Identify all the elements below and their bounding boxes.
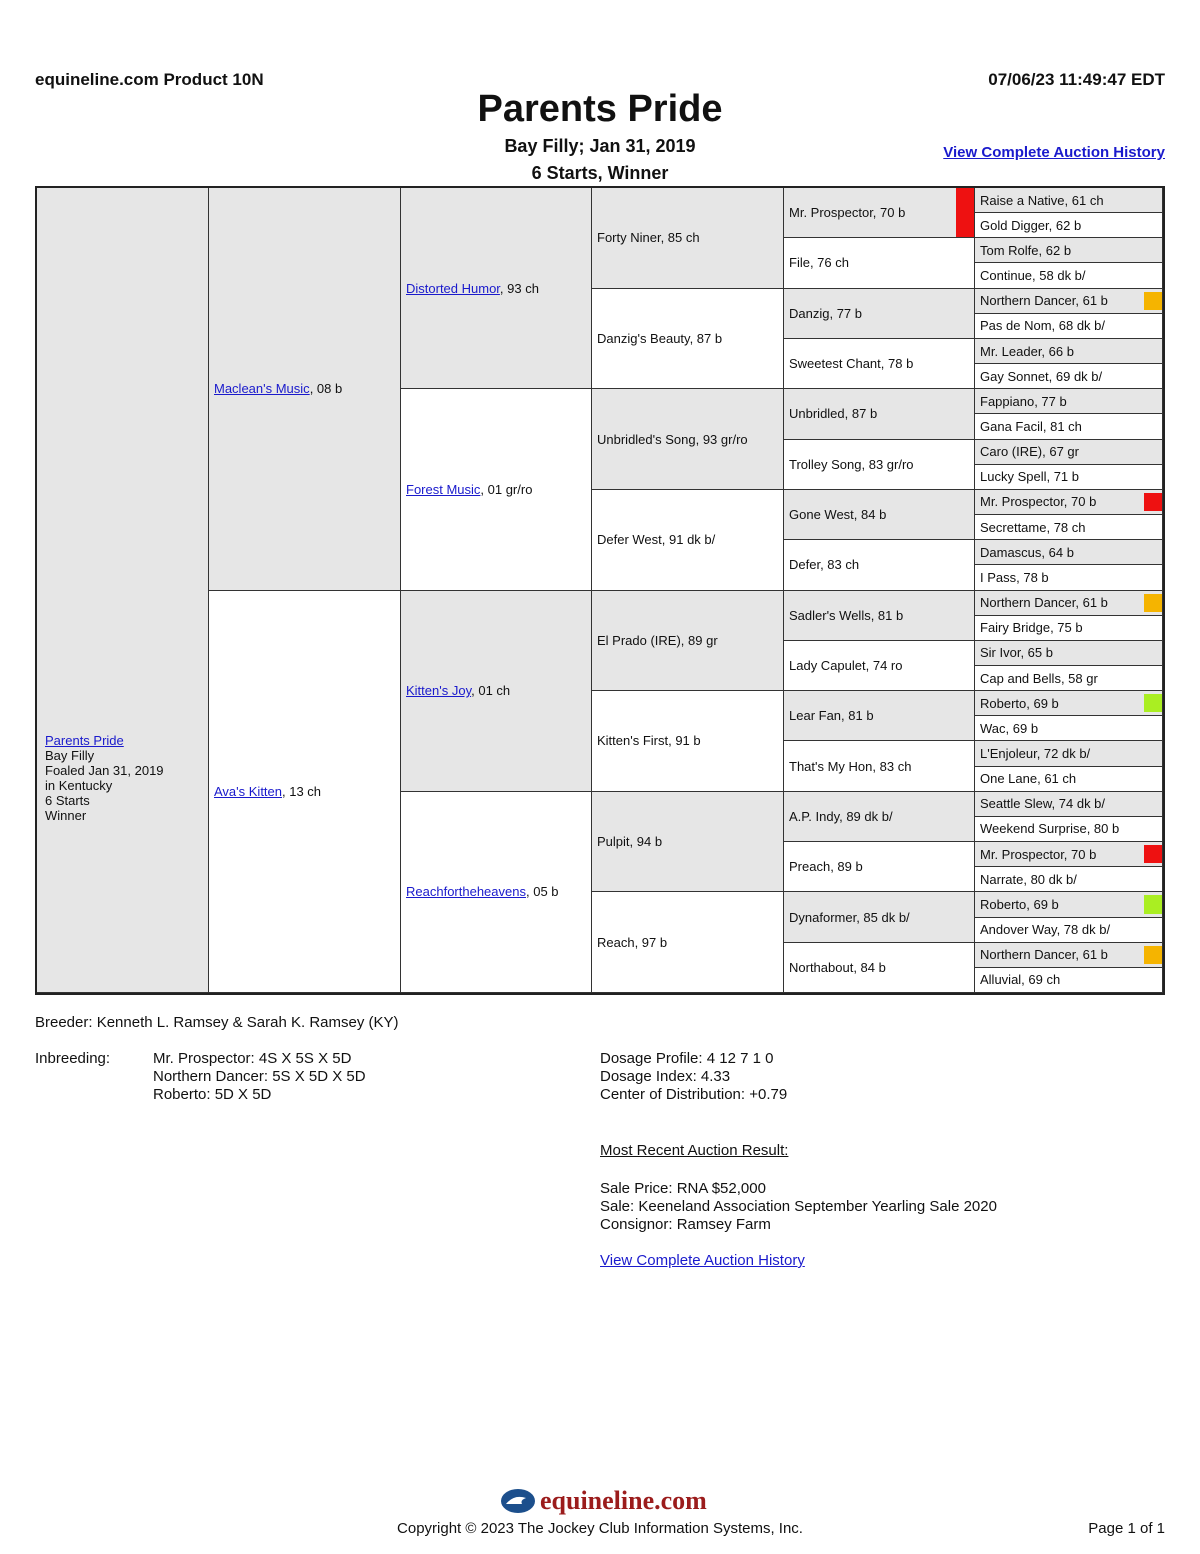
inbreeding-line: Mr. Prospector: 4S X 5S X 5D [153,1050,352,1067]
ancestor-name: Damascus, 64 b [980,544,1074,560]
ancestor-name: Sadler's Wells, 81 b [789,607,904,623]
gen6-ancestor-cell [975,490,1163,515]
ancestor-name: Kitten's First, 91 b [597,733,701,749]
ancestor-name: Defer West, 91 dk b/ [597,532,716,548]
auction-history-link-top[interactable]: View Complete Auction History [943,144,1165,161]
gen5-ancestor-cell [784,188,975,238]
gen5-ancestor-cell [784,943,975,993]
gen4-ancestor-cell [592,691,784,792]
gen5-ancestor-cell [784,490,975,540]
ancestor-name: Raise a Native, 61 ch [980,192,1104,208]
ancestor-info: , 01 gr/ro [480,481,533,497]
dosage-block [600,1050,787,1104]
ancestor-name: Mr. Prospector, 70 b [980,846,1097,862]
ancestor-link[interactable]: Ava's Kitten [214,783,283,799]
inbreeding-marker-green [1144,895,1162,913]
ancestor-name: File, 76 ch [789,255,849,271]
ancestor-link[interactable]: Forest Music [406,481,481,497]
inbreeding-marker-orange [1144,594,1162,612]
subject-detail: 6 Starts [45,792,90,808]
gen6-ancestor-cell [975,289,1163,314]
consignor: Consignor: Ramsey Farm [600,1216,771,1233]
ancestor-name: Roberto, 69 b [980,896,1059,912]
gen6-ancestor-cell [975,716,1163,741]
logo-icon [500,1488,536,1514]
ancestor-name: L'Enjoleur, 72 dk b/ [980,746,1091,762]
ancestor-name: Unbridled's Song, 93 gr/ro [597,431,748,447]
gen5-ancestor-cell [784,641,975,691]
timestamp: 07/06/23 11:49:47 EDT [988,70,1165,89]
ancestor-name: Seattle Slew, 74 dk b/ [980,796,1106,812]
ancestor-name: Northabout, 84 b [789,959,886,975]
gen2-ancestor-cell [209,591,401,994]
gen6-ancestor-cell [975,767,1163,792]
subject-cell [37,188,209,993]
ancestor-label [214,784,321,799]
gen6-ancestor-cell [975,565,1163,590]
inbreeding-line: Roberto: 5D X 5D [153,1086,272,1103]
center-of-distribution: Center of Distribution: +0.79 [600,1086,788,1103]
gen4-ancestor-cell [592,792,784,893]
subject-detail: in Kentucky [45,777,113,793]
ancestor-name: Weekend Surprise, 80 b [980,821,1120,837]
gen6-ancestor-cell [975,691,1163,716]
ancestor-name: Sir Ivor, 65 b [980,645,1053,661]
product-label: equineline.com Product 10N [35,70,264,89]
auction-block [600,1180,997,1234]
inbreeding-list [153,1050,366,1104]
breeder: Breeder: Kenneth L. Ramsey & Sarah K. Ramsey (KY) [35,1014,399,1031]
ancestor-label [214,381,342,396]
gen6-ancestor-cell [975,263,1163,288]
subject-detail: Winner [45,807,87,823]
gen6-ancestor-cell [975,666,1163,691]
inbreeding-marker-orange [1144,946,1162,964]
ancestor-info: , 08 b [309,381,343,397]
gen6-ancestor-cell [975,641,1163,666]
gen6-ancestor-cell [975,817,1163,842]
ancestor-name: Mr. Prospector, 70 b [789,205,906,221]
ancestor-name: Reach, 97 b [597,934,668,950]
gen6-ancestor-cell [975,892,1163,917]
gen5-ancestor-cell [784,540,975,590]
ancestor-name: Fairy Bridge, 75 b [980,620,1083,636]
gen6-ancestor-cell [975,792,1163,817]
gen6-ancestor-cell [975,440,1163,465]
gen6-ancestor-cell [975,842,1163,867]
gen6-ancestor-cell [975,540,1163,565]
ancestor-name: Danzig's Beauty, 87 b [597,330,723,346]
ancestor-link[interactable]: Maclean's Music [214,381,310,397]
gen6-ancestor-cell [975,414,1163,439]
gen6-ancestor-cell [975,213,1163,238]
ancestor-name: Pulpit, 94 b [597,834,663,850]
gen5-ancestor-cell [784,440,975,490]
ancestor-name: Lear Fan, 81 b [789,708,874,724]
inbreeding-marker-red [956,188,974,237]
gen3-ancestor-cell [401,188,592,389]
ancestor-name: Continue, 58 dk b/ [980,268,1086,284]
ancestor-name: Fappiano, 77 b [980,393,1067,409]
ancestor-info: , 13 ch [282,783,322,799]
ancestor-link[interactable]: Distorted Humor [406,280,500,296]
gen5-ancestor-cell [784,691,975,741]
gen4-ancestor-cell [592,289,784,390]
ancestor-name: Gold Digger, 62 b [980,217,1082,233]
gen5-ancestor-cell [784,792,975,842]
logo-text: equineline.com [540,1486,707,1515]
ancestor-name: Pas de Nom, 68 dk b/ [980,318,1106,334]
auction-history-link[interactable]: View Complete Auction History [600,1252,805,1269]
inbreeding-marker-red [1144,493,1162,511]
ancestor-name: Lucky Spell, 71 b [980,469,1080,485]
ancestor-name: Sweetest Chant, 78 b [789,356,914,372]
ancestor-name: Gone West, 84 b [789,507,887,523]
equineline-logo [500,1486,707,1516]
ancestor-name: Roberto, 69 b [980,695,1059,711]
ancestor-name: Northern Dancer, 61 b [980,595,1108,611]
inbreeding-line: Northern Dancer: 5S X 5D X 5D [153,1068,366,1085]
gen6-ancestor-cell [975,188,1163,213]
gen4-ancestor-cell [592,490,784,591]
gen5-ancestor-cell [784,842,975,892]
gen4-ancestor-cell [592,591,784,692]
ancestor-name: Alluvial, 69 ch [980,972,1061,988]
ancestor-name: Preach, 89 b [789,859,863,875]
gen5-ancestor-cell [784,289,975,339]
subtitle: Bay Filly; Jan 31, 2019 [504,136,696,156]
ancestor-label [406,884,559,899]
ancestor-name: Lady Capulet, 74 ro [789,657,903,673]
inbreeding-label: Inbreeding: [35,1050,111,1067]
gen5-ancestor-cell [784,591,975,641]
sale-price: Sale Price: RNA $52,000 [600,1180,766,1197]
dosage-index: Dosage Index: 4.33 [600,1068,731,1085]
ancestor-name: Trolley Song, 83 gr/ro [789,456,914,472]
ancestor-info: , 05 b [525,884,559,900]
ancestor-name: One Lane, 61 ch [980,771,1077,787]
sale-name: Sale: Keeneland Association September Yearling Sale 2020 [600,1198,997,1215]
page-number: Page 1 of 1 [1088,1520,1165,1537]
ancestor-name: A.P. Indy, 89 dk b/ [789,808,893,824]
ancestor-name: Cap and Bells, 58 gr [980,670,1098,686]
ancestor-name: Gana Facil, 81 ch [980,418,1082,434]
subject-detail: Foaled Jan 31, 2019 [45,762,164,778]
gen6-ancestor-cell [975,591,1163,616]
ancestor-info: , 93 ch [499,280,539,296]
ancestor-name: Defer, 83 ch [789,557,860,573]
gen6-ancestor-cell [975,314,1163,339]
ancestor-label [406,281,539,296]
page-title: Parents Pride [477,88,723,130]
ancestor-name: Forty Niner, 85 ch [597,230,700,246]
gen6-ancestor-cell [975,867,1163,892]
ancestor-link[interactable]: Kitten's Joy [406,683,472,699]
gen6-ancestor-cell [975,616,1163,641]
ancestor-name: That's My Hon, 83 ch [789,758,912,774]
ancestor-name: Dynaformer, 85 dk b/ [789,909,910,925]
gen6-ancestor-cell [975,918,1163,943]
gen4-ancestor-cell [592,892,784,993]
gen4-ancestor-cell [592,188,784,289]
ancestor-label [406,683,510,698]
ancestor-name: Gay Sonnet, 69 dk b/ [980,368,1103,384]
auction-heading: Most Recent Auction Result: [600,1142,789,1159]
gen6-ancestor-cell [975,339,1163,364]
ancestor-name: Danzig, 77 b [789,305,862,321]
gen6-ancestor-cell [975,968,1163,993]
ancestor-name: I Pass, 78 b [980,569,1049,585]
inbreeding-marker-orange [1144,292,1162,310]
gen3-ancestor-cell [401,591,592,792]
ancestor-name: Unbridled, 87 b [789,406,878,422]
subject-name-link[interactable]: Parents Pride [45,732,124,748]
ancestor-label [406,482,532,497]
gen3-ancestor-cell [401,389,592,590]
subject-detail: Bay Filly [45,747,95,763]
ancestor-link[interactable]: Reachfortheheavens [406,884,526,900]
ancestor-name: Narrate, 80 dk b/ [980,871,1077,887]
ancestor-name: Mr. Prospector, 70 b [980,494,1097,510]
gen3-ancestor-cell [401,792,592,993]
ancestor-name: El Prado (IRE), 89 gr [597,632,718,648]
gen6-ancestor-cell [975,465,1163,490]
subtitle-starts: 6 Starts, Winner [531,163,669,183]
inbreeding-marker-green [1144,694,1162,712]
gen4-ancestor-cell [592,389,784,490]
gen5-ancestor-cell [784,741,975,791]
pedigree-table [35,186,1165,995]
gen6-ancestor-cell [975,364,1163,389]
ancestor-name: Wac, 69 b [980,720,1039,736]
ancestor-name: Northern Dancer, 61 b [980,293,1108,309]
gen6-ancestor-cell [975,238,1163,263]
ancestor-info: , 01 ch [471,683,511,699]
ancestor-name: Secrettame, 78 ch [980,519,1086,535]
gen5-ancestor-cell [784,892,975,942]
ancestor-name: Northern Dancer, 61 b [980,947,1108,963]
gen2-ancestor-cell [209,188,401,591]
ancestor-name: Tom Rolfe, 62 b [980,242,1072,258]
inbreeding-marker-red [1144,845,1162,863]
gen5-ancestor-cell [784,389,975,439]
gen6-ancestor-cell [975,943,1163,968]
ancestor-name: Andover Way, 78 dk b/ [980,922,1111,938]
copyright: Copyright © 2023 The Jockey Club Information Systems, Inc. [397,1520,803,1537]
gen6-ancestor-cell [975,741,1163,766]
gen5-ancestor-cell [784,339,975,389]
ancestor-name: Mr. Leader, 66 b [980,343,1074,359]
gen5-ancestor-cell [784,238,975,288]
gen6-ancestor-cell [975,389,1163,414]
gen6-ancestor-cell [975,515,1163,540]
ancestor-name: Caro (IRE), 67 gr [980,444,1079,460]
dosage-profile: Dosage Profile: 4 12 7 1 0 [600,1050,774,1067]
